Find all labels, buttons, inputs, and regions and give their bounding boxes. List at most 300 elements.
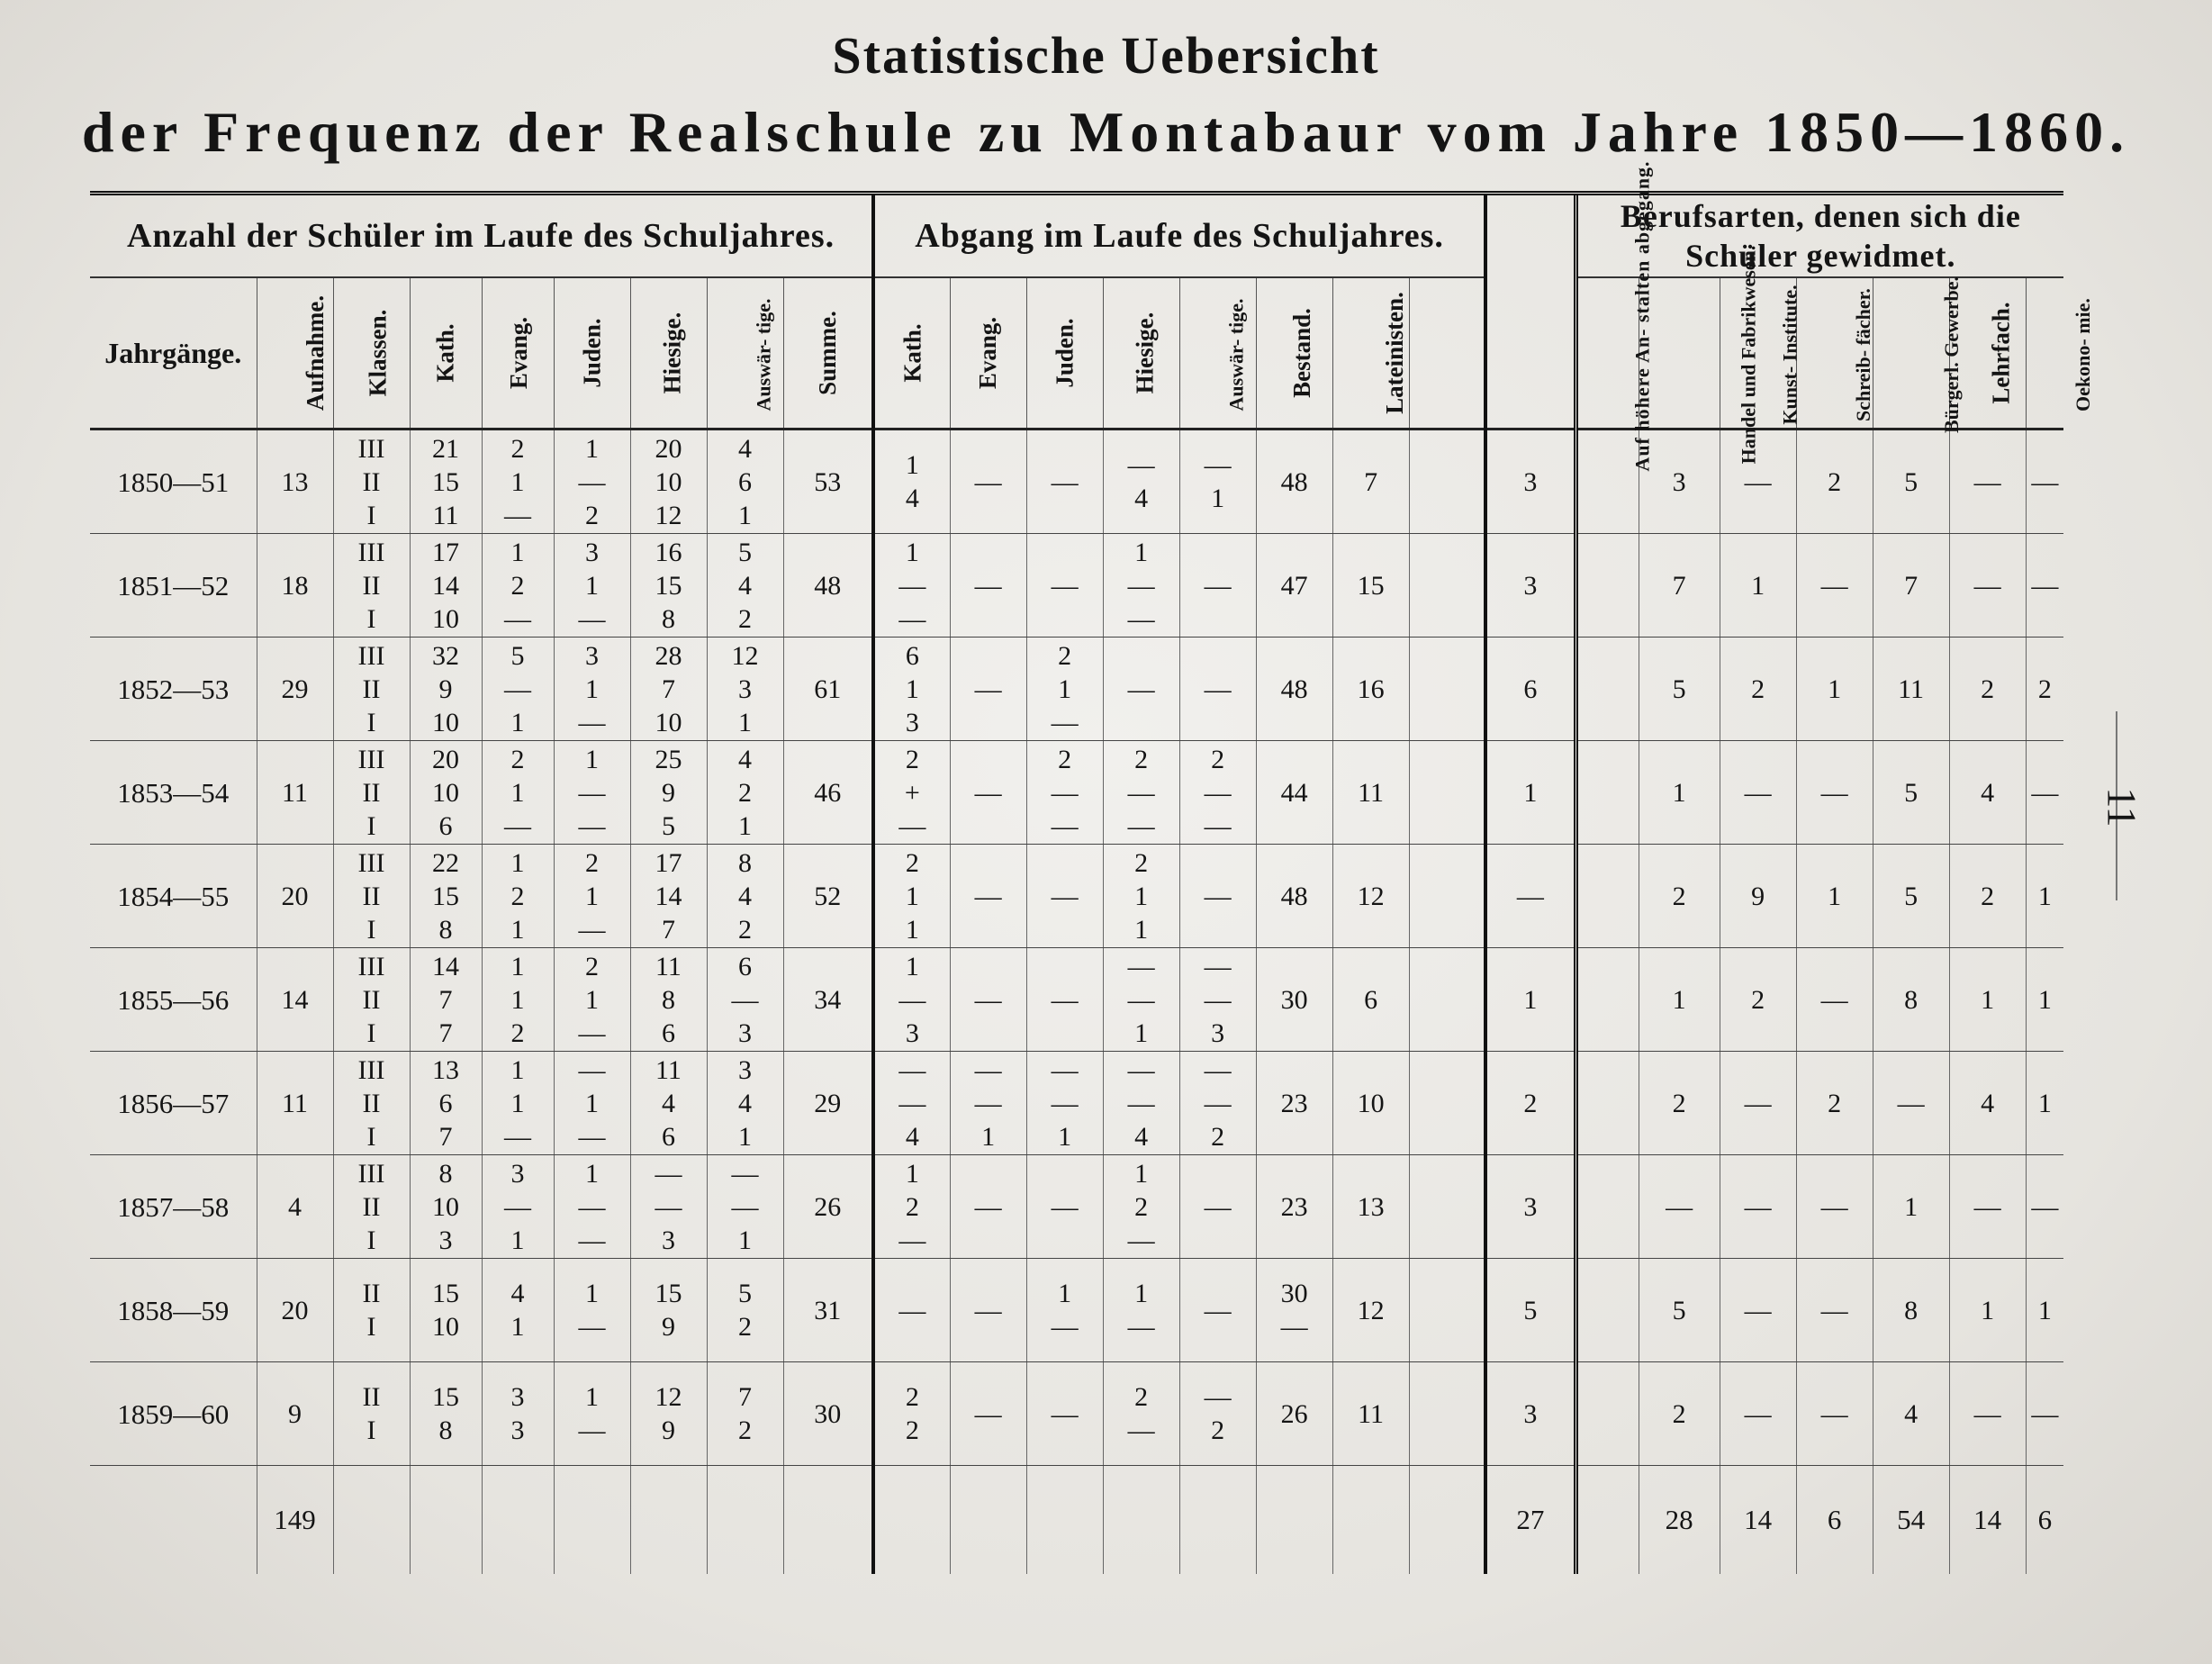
cell-aufnahme: 13 — [257, 430, 333, 534]
cell-ab-evang: — — 1 — [950, 1052, 1026, 1155]
col-aufnahme: Aufnahme. — [257, 277, 333, 430]
cell-hoehere: 2 — [1485, 1052, 1575, 1155]
cell-jahr: 1850—51 — [90, 430, 257, 534]
blank-cell — [1575, 1362, 1639, 1466]
col-kunst: Kunst- Institute. — [1720, 277, 1796, 430]
blank-cell — [1409, 534, 1485, 638]
cell-lateinisten: 13 — [1332, 1155, 1409, 1259]
cell-buerger: — — [1873, 1052, 1949, 1155]
cell-ab-auswaertige: — — 3 — [1179, 948, 1256, 1052]
cell-kath: 22 15 8 — [410, 845, 482, 948]
cell-hoehere: — — [1485, 845, 1575, 948]
total-buerger: 54 — [1873, 1466, 1949, 1575]
cell-ab-hiesige: 1 2 — — [1103, 1155, 1179, 1259]
col-klassen: Klassen. — [333, 277, 410, 430]
blank-cell — [707, 1466, 783, 1575]
cell-summe: 34 — [783, 948, 873, 1052]
blank-cell — [1409, 1155, 1485, 1259]
cell-ab-hiesige: 2 — — [1103, 1362, 1179, 1466]
cell-auswaertige: 3 4 1 — [707, 1052, 783, 1155]
blank-cell — [482, 1466, 554, 1575]
cell-hoehere: 1 — [1485, 948, 1575, 1052]
cell-hoehere: 3 — [1485, 430, 1575, 534]
cell-bestand: 30 — — [1256, 1259, 1332, 1362]
cell-ab-hiesige: — — 4 — [1103, 1052, 1179, 1155]
col-ab-empty — [1409, 277, 1485, 430]
cell-kath: 8 10 3 — [410, 1155, 482, 1259]
cell-hiesige: 15 9 — [630, 1259, 707, 1362]
table-row — [90, 1155, 2063, 1259]
cell-ab-hiesige: — — [1103, 638, 1179, 741]
col-buerger: Bürgerl. Gewerbe. — [1873, 277, 1949, 430]
cell-kath: 15 8 — [410, 1362, 482, 1466]
cell-ab-kath: 1 4 — [873, 430, 950, 534]
total-aufnahme: 149 — [257, 1466, 333, 1575]
cell-juden: 2 1 — — [554, 845, 630, 948]
cell-lateinisten: 11 — [1332, 1362, 1409, 1466]
cell-jahr: 1852—53 — [90, 638, 257, 741]
cell-lehrfach: — — [1949, 534, 2026, 638]
cell-schreib: — — [1796, 534, 1873, 638]
cell-handel: 1 — [1639, 741, 1720, 845]
cell-ab-kath: 2 1 1 — [873, 845, 950, 948]
frequency-table — [90, 160, 2094, 1574]
cell-lehrfach: 4 — [1949, 1052, 2026, 1155]
table-row — [90, 948, 2063, 1052]
blank-cell — [1575, 948, 1639, 1052]
col-auswaertige: Auswär- tige. — [707, 277, 783, 430]
cell-handel: 1 — [1639, 948, 1720, 1052]
cell-auswaertige: 6 — 3 — [707, 948, 783, 1052]
col-lehrfach: Lehrfach. — [1949, 277, 2026, 430]
cell-evang: 5 — 1 — [482, 638, 554, 741]
total-schreib: 6 — [1796, 1466, 1873, 1575]
cell-handel: 2 — [1639, 845, 1720, 948]
blank-cell — [1575, 638, 1639, 741]
cell-auswaertige: 7 2 — [707, 1362, 783, 1466]
cell-ab-evang: — — [950, 1155, 1026, 1259]
cell-auswaertige: 12 3 1 — [707, 638, 783, 741]
total-lehrfach: 14 — [1949, 1466, 2026, 1575]
cell-ab-auswaertige: — — [1179, 638, 1256, 741]
cell-summe: 53 — [783, 430, 873, 534]
cell-schreib: — — [1796, 1362, 1873, 1466]
table-row — [90, 1259, 2063, 1362]
cell-bestand: 44 — [1256, 741, 1332, 845]
table-row — [90, 534, 2063, 638]
cell-evang: 4 1 — [482, 1259, 554, 1362]
column-header-row — [90, 277, 2063, 430]
cell-klassen: III II I — [333, 948, 410, 1052]
cell-ab-kath: — — 4 — [873, 1052, 950, 1155]
cell-oekonomie: — — [2026, 1362, 2063, 1466]
cell-evang: 2 1 — — [482, 741, 554, 845]
cell-oekonomie: — — [2026, 430, 2063, 534]
cell-ab-evang: — — [950, 1259, 1026, 1362]
cell-summe: 31 — [783, 1259, 873, 1362]
cell-juden: 1 — — — [554, 1155, 630, 1259]
cell-ab-auswaertige: — 2 — [1179, 1362, 1256, 1466]
cell-bestand: 23 — [1256, 1052, 1332, 1155]
cell-aufnahme: 9 — [257, 1362, 333, 1466]
cell-ab-auswaertige: — — [1179, 1155, 1256, 1259]
cell-hiesige: 25 9 5 — [630, 741, 707, 845]
cell-kunst: 9 — [1720, 845, 1796, 948]
cell-kath: 14 7 7 — [410, 948, 482, 1052]
cell-handel: 5 — [1639, 1259, 1720, 1362]
blank-cell — [1575, 741, 1639, 845]
cell-handel: 2 — [1639, 1362, 1720, 1466]
cell-buerger: 11 — [1873, 638, 1949, 741]
cell-handel: 2 — [1639, 1052, 1720, 1155]
cell-summe: 26 — [783, 1155, 873, 1259]
cell-klassen: II I — [333, 1259, 410, 1362]
cell-oekonomie: 1 — [2026, 948, 2063, 1052]
cell-jahr: 1854—55 — [90, 845, 257, 948]
cell-buerger: 8 — [1873, 948, 1949, 1052]
group-anzahl: Anzahl der Schüler im Laufe des Schuljahres. — [90, 194, 873, 278]
cell-buerger: 7 — [1873, 534, 1949, 638]
cell-hoehere: 5 — [1485, 1259, 1575, 1362]
col-spacer — [1575, 277, 1639, 430]
blank-cell — [1575, 534, 1639, 638]
blank-cell — [1409, 1259, 1485, 1362]
blank-cell — [1409, 638, 1485, 741]
blank-cell — [1409, 1052, 1485, 1155]
col-hoehere: Auf höhere An- stalten abgegang. — [1485, 194, 1575, 430]
cell-oekonomie: 2 — [2026, 638, 2063, 741]
cell-hoehere: 6 — [1485, 638, 1575, 741]
cell-hoehere: 1 — [1485, 741, 1575, 845]
cell-aufnahme: 4 — [257, 1155, 333, 1259]
cell-auswaertige: 5 2 — [707, 1259, 783, 1362]
cell-klassen: III II I — [333, 430, 410, 534]
col-kath: Kath. — [410, 277, 482, 430]
cell-summe: 52 — [783, 845, 873, 948]
col-schreib: Schreib- fächer. — [1796, 277, 1873, 430]
col-ab-hiesige: Hiesige. — [1103, 277, 1179, 430]
cell-lateinisten: 12 — [1332, 845, 1409, 948]
cell-ab-hiesige: 2 — — — [1103, 741, 1179, 845]
col-evang: Evang. — [482, 277, 554, 430]
col-jahrgaenge: Jahrgänge. — [90, 277, 257, 430]
cell-jahr: 1855—56 — [90, 948, 257, 1052]
cell-auswaertige: 5 4 2 — [707, 534, 783, 638]
cell-juden: 3 1 — — [554, 638, 630, 741]
cell-aufnahme: 11 — [257, 1052, 333, 1155]
cell-auswaertige: 4 2 1 — [707, 741, 783, 845]
cell-kath: 32 9 10 — [410, 638, 482, 741]
cell-ab-kath: — — [873, 1259, 950, 1362]
col-summe: Summe. — [783, 277, 873, 430]
cell-klassen: III II I — [333, 741, 410, 845]
group-berufsarten: Berufsarten, denen sich die Schüler gewidmet. — [1575, 194, 2063, 278]
blank-cell — [554, 1466, 630, 1575]
cell-juden: 2 1 — — [554, 948, 630, 1052]
cell-kunst: — — [1720, 1259, 1796, 1362]
blank-cell — [630, 1466, 707, 1575]
cell-kath: 15 10 — [410, 1259, 482, 1362]
cell-jahr: 1857—58 — [90, 1155, 257, 1259]
blank-cell — [1409, 741, 1485, 845]
cell-evang: 2 1 — — [482, 430, 554, 534]
cell-ab-juden: — — [1026, 534, 1103, 638]
cell-bestand: 48 — [1256, 638, 1332, 741]
cell-ab-kath: 1 — — — [873, 534, 950, 638]
cell-handel: 5 — [1639, 638, 1720, 741]
cell-lehrfach: — — [1949, 1362, 2026, 1466]
cell-oekonomie: 1 — [2026, 1259, 2063, 1362]
cell-summe: 48 — [783, 534, 873, 638]
cell-kath: 17 14 10 — [410, 534, 482, 638]
cell-buerger: 5 — [1873, 741, 1949, 845]
cell-ab-kath: 2 2 — [873, 1362, 950, 1466]
blank-cell — [1332, 1466, 1409, 1575]
cell-ab-evang: — — [950, 1362, 1026, 1466]
cell-jahr: 1859—60 — [90, 1362, 257, 1466]
cell-ab-hiesige: 2 1 1 — [1103, 845, 1179, 948]
cell-ab-juden: — — [1026, 1155, 1103, 1259]
page-subtitle: der Frequenz der Realschule zu Montabaur vom Jahre 1850—1860. — [81, 100, 2131, 164]
cell-juden: 3 1 — — [554, 534, 630, 638]
total-handel: 28 — [1639, 1466, 1720, 1575]
col-ab-auswaertige: Auswär- tige. — [1179, 277, 1256, 430]
col-bestand: Bestand. — [1256, 277, 1332, 430]
cell-lateinisten: 6 — [1332, 948, 1409, 1052]
blank-cell — [1409, 845, 1485, 948]
cell-bestand: 47 — [1256, 534, 1332, 638]
cell-ab-auswaertige: — — [1179, 1259, 1256, 1362]
cell-bestand: 26 — [1256, 1362, 1332, 1466]
cell-juden: 1 — — [554, 1259, 630, 1362]
cell-ab-evang: — — [950, 638, 1026, 741]
cell-evang: 1 1 — — [482, 1052, 554, 1155]
table-row — [90, 638, 2063, 741]
cell-ab-kath: 1 2 — — [873, 1155, 950, 1259]
blank-cell — [1409, 430, 1485, 534]
cell-jahr: 1853—54 — [90, 741, 257, 845]
cell-summe: 29 — [783, 1052, 873, 1155]
col-ab-juden: Juden. — [1026, 277, 1103, 430]
cell-lehrfach: — — [1949, 430, 2026, 534]
cell-hoehere: 3 — [1485, 534, 1575, 638]
blank-cell — [1409, 1466, 1485, 1575]
cell-klassen: III II I — [333, 1155, 410, 1259]
cell-lateinisten: 7 — [1332, 430, 1409, 534]
blank-cell — [1103, 1466, 1179, 1575]
cell-klassen: III II I — [333, 845, 410, 948]
blank-cell — [950, 1466, 1026, 1575]
cell-schreib: — — [1796, 741, 1873, 845]
cell-klassen: II I — [333, 1362, 410, 1466]
cell-ab-evang: — — [950, 845, 1026, 948]
group-abgang: Abgang im Laufe des Schuljahres. — [873, 194, 1485, 278]
cell-auswaertige: — — 1 — [707, 1155, 783, 1259]
blank-cell — [1409, 948, 1485, 1052]
cell-kunst: 2 — [1720, 948, 1796, 1052]
cell-lateinisten: 16 — [1332, 638, 1409, 741]
cell-ab-juden: — — 1 — [1026, 1052, 1103, 1155]
table-body — [90, 430, 2063, 1575]
cell-ab-auswaertige: 2 — — — [1179, 741, 1256, 845]
cell-summe: 61 — [783, 638, 873, 741]
cell-kunst: 2 — [1720, 638, 1796, 741]
cell-lehrfach: 2 — [1949, 638, 2026, 741]
blank-cell — [333, 1466, 410, 1575]
cell-hiesige: 17 14 7 — [630, 845, 707, 948]
cell-schreib: — — [1796, 1259, 1873, 1362]
col-ab-evang: Evang. — [950, 277, 1026, 430]
cell-ab-juden: — — [1026, 1362, 1103, 1466]
cell-schreib: 2 — [1796, 1052, 1873, 1155]
cell-summe: 46 — [783, 741, 873, 845]
blank-cell — [873, 1466, 950, 1575]
cell-aufnahme: 20 — [257, 1259, 333, 1362]
cell-ab-evang: — — [950, 948, 1026, 1052]
blank-cell — [1575, 430, 1639, 534]
cell-klassen: III II I — [333, 534, 410, 638]
cell-bestand: 30 — [1256, 948, 1332, 1052]
table-row — [90, 1362, 2063, 1466]
blank-cell — [90, 1466, 257, 1575]
blank-cell — [1256, 1466, 1332, 1575]
cell-ab-juden: 2 1 — — [1026, 638, 1103, 741]
table-row — [90, 741, 2063, 845]
col-juden: Juden. — [554, 277, 630, 430]
cell-ab-auswaertige: — 1 — [1179, 430, 1256, 534]
cell-hiesige: 12 9 — [630, 1362, 707, 1466]
cell-juden: 1 — — [554, 1362, 630, 1466]
cell-kunst: — — [1720, 1052, 1796, 1155]
cell-evang: 3 — 1 — [482, 1155, 554, 1259]
blank-cell — [1409, 1362, 1485, 1466]
cell-handel: 7 — [1639, 534, 1720, 638]
blank-cell — [410, 1466, 482, 1575]
cell-schreib: 1 — [1796, 638, 1873, 741]
cell-ab-kath: 2 + — — [873, 741, 950, 845]
cell-lehrfach: 2 — [1949, 845, 2026, 948]
cell-lehrfach: 1 — [1949, 1259, 2026, 1362]
cell-oekonomie: — — [2026, 1155, 2063, 1259]
cell-ab-juden: — — [1026, 845, 1103, 948]
cell-auswaertige: 4 6 1 — [707, 430, 783, 534]
blank-cell — [1026, 1466, 1103, 1575]
cell-ab-auswaertige: — — 2 — [1179, 1052, 1256, 1155]
cell-ab-juden: — — [1026, 948, 1103, 1052]
cell-ab-kath: 6 1 3 — [873, 638, 950, 741]
cell-evang: 1 2 — — [482, 534, 554, 638]
cell-juden: — 1 — — [554, 1052, 630, 1155]
cell-kunst: — — [1720, 1155, 1796, 1259]
cell-auswaertige: 8 4 2 — [707, 845, 783, 948]
cell-aufnahme: 20 — [257, 845, 333, 948]
cell-buerger: 1 — [1873, 1155, 1949, 1259]
cell-aufnahme: 18 — [257, 534, 333, 638]
cell-handel: 3 — [1639, 430, 1720, 534]
col-handel: Handel und Fabrikwesen. — [1639, 277, 1720, 430]
cell-bestand: 48 — [1256, 845, 1332, 948]
cell-bestand: 48 — [1256, 430, 1332, 534]
cell-ab-kath: 1 — 3 — [873, 948, 950, 1052]
cell-ab-hiesige: 1 — — — [1103, 534, 1179, 638]
cell-schreib: 2 — [1796, 430, 1873, 534]
cell-kath: 13 6 7 — [410, 1052, 482, 1155]
cell-juden: 1 — 2 — [554, 430, 630, 534]
cell-buerger: 5 — [1873, 430, 1949, 534]
cell-buerger: 4 — [1873, 1362, 1949, 1466]
cell-schreib: 1 — [1796, 845, 1873, 948]
group-header-row — [90, 194, 2063, 278]
cell-buerger: 5 — [1873, 845, 1949, 948]
cell-ab-auswaertige: — — [1179, 534, 1256, 638]
cell-hiesige: 20 10 12 — [630, 430, 707, 534]
cell-lateinisten: 11 — [1332, 741, 1409, 845]
col-ab-kath: Kath. — [873, 277, 950, 430]
cell-jahr: 1856—57 — [90, 1052, 257, 1155]
cell-kunst: — — [1720, 741, 1796, 845]
cell-handel: — — [1639, 1155, 1720, 1259]
cell-hoehere: 3 — [1485, 1155, 1575, 1259]
cell-evang: 1 1 2 — [482, 948, 554, 1052]
cell-ab-auswaertige: — — [1179, 845, 1256, 948]
cell-kunst: — — [1720, 430, 1796, 534]
cell-jahr: 1858—59 — [90, 1259, 257, 1362]
cell-lateinisten: 15 — [1332, 534, 1409, 638]
cell-juden: 1 — — — [554, 741, 630, 845]
blank-cell — [1575, 845, 1639, 948]
cell-ab-juden: 2 — — — [1026, 741, 1103, 845]
cell-evang: 3 3 — [482, 1362, 554, 1466]
cell-hiesige: 28 7 10 — [630, 638, 707, 741]
cell-aufnahme: 11 — [257, 741, 333, 845]
blank-cell — [1575, 1466, 1639, 1575]
col-lateinisten: Lateinisten. — [1332, 277, 1409, 430]
blank-cell — [1575, 1259, 1639, 1362]
cell-kunst: — — [1720, 1362, 1796, 1466]
cell-bestand: 23 — [1256, 1155, 1332, 1259]
cell-hiesige: 16 15 8 — [630, 534, 707, 638]
table-row — [90, 845, 2063, 948]
cell-lehrfach: — — [1949, 1155, 2026, 1259]
cell-hiesige: 11 8 6 — [630, 948, 707, 1052]
cell-lateinisten: 10 — [1332, 1052, 1409, 1155]
blank-cell — [1179, 1466, 1256, 1575]
cell-schreib: — — [1796, 948, 1873, 1052]
blank-cell — [1575, 1155, 1639, 1259]
col-hiesige: Hiesige. — [630, 277, 707, 430]
page-title: Statistische Uebersicht — [832, 26, 1380, 85]
cell-lateinisten: 12 — [1332, 1259, 1409, 1362]
cell-ab-evang: — — [950, 430, 1026, 534]
cell-hiesige: 11 4 6 — [630, 1052, 707, 1155]
blank-cell — [1575, 1052, 1639, 1155]
page-number: 11 — [2099, 787, 2145, 827]
cell-oekonomie: — — [2026, 741, 2063, 845]
cell-aufnahme: 29 — [257, 638, 333, 741]
col-oekonomie: Oekono- mie. — [2026, 277, 2063, 430]
cell-ab-hiesige: — — 1 — [1103, 948, 1179, 1052]
cell-kath: 20 10 6 — [410, 741, 482, 845]
cell-hiesige: — — 3 — [630, 1155, 707, 1259]
cell-ab-juden: 1 — — [1026, 1259, 1103, 1362]
cell-summe: 30 — [783, 1362, 873, 1466]
blank-cell — [783, 1466, 873, 1575]
cell-ab-evang: — — [950, 534, 1026, 638]
cell-oekonomie: 1 — [2026, 1052, 2063, 1155]
cell-klassen: III II I — [333, 638, 410, 741]
cell-buerger: 8 — [1873, 1259, 1949, 1362]
cell-ab-hiesige: — 4 — [1103, 430, 1179, 534]
